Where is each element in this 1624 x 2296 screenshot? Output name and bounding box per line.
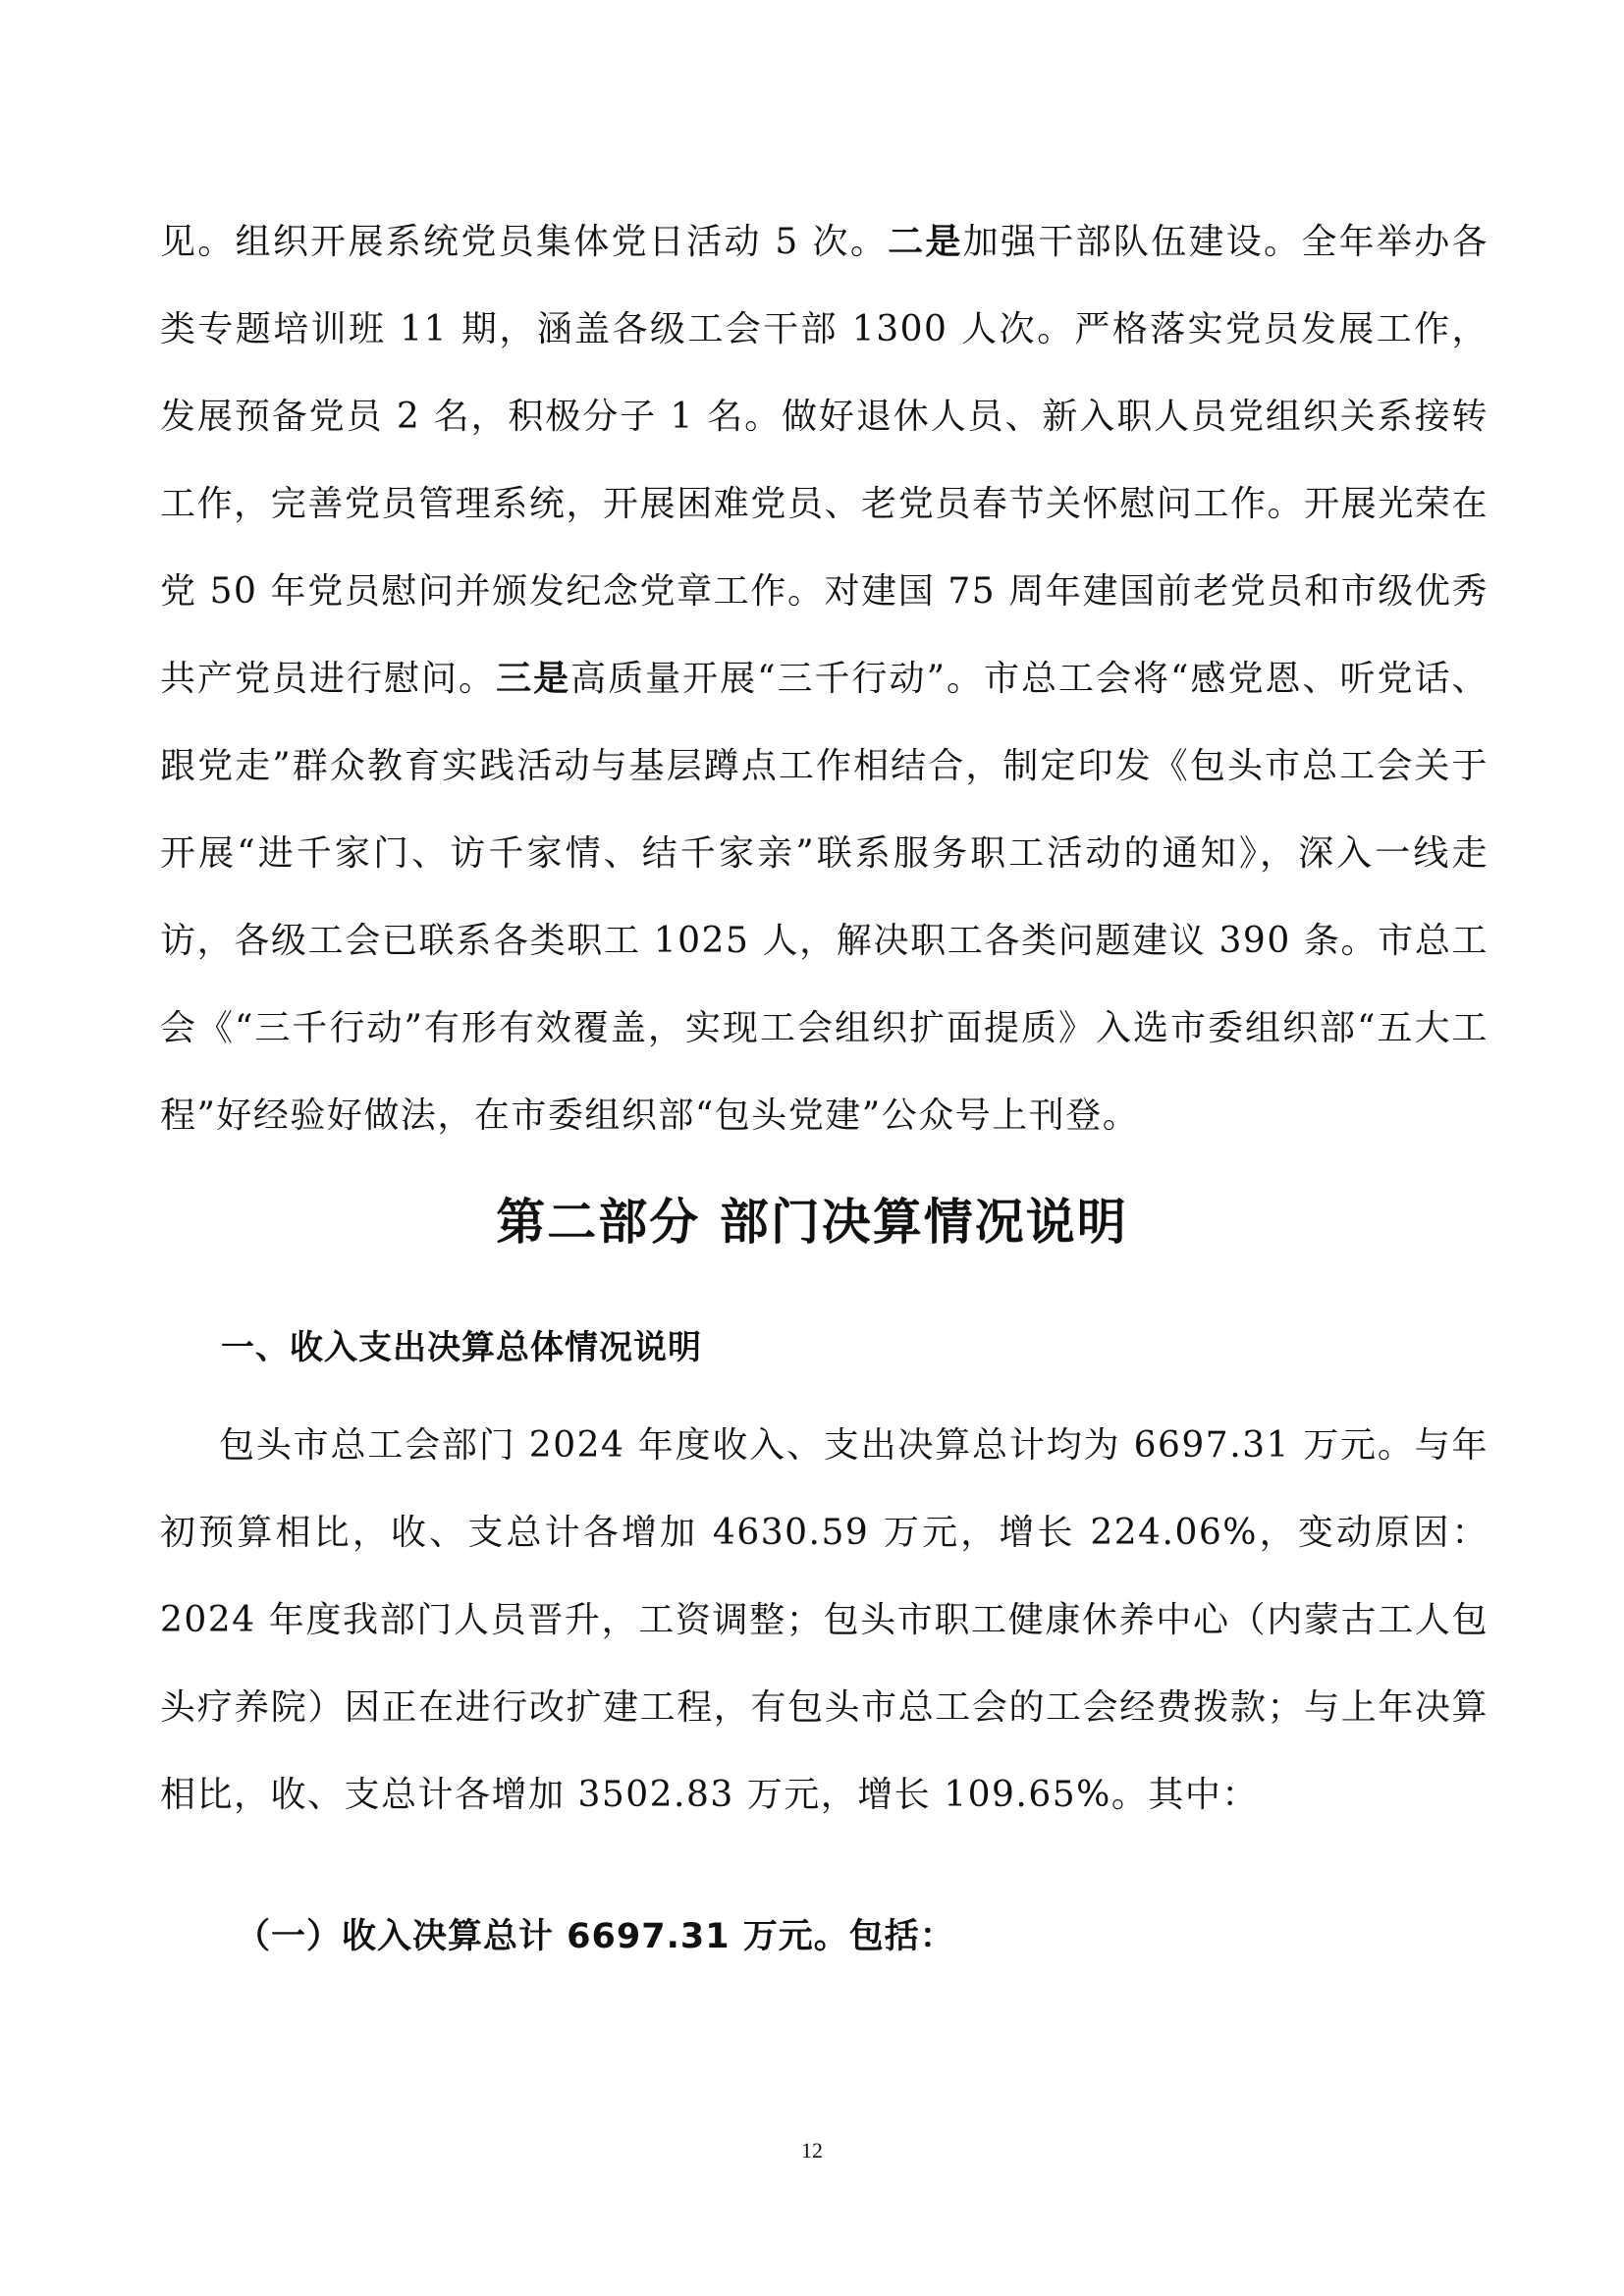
sub-heading-income-total: （一）收入决算总计 6697.31 万元。包括： bbox=[236, 1917, 955, 1956]
section-title: 第二部分 部门决算情况说明 bbox=[496, 1194, 1128, 1251]
sub-heading-overview: 一、收入支出决算总体情况说明 bbox=[221, 1328, 702, 1367]
paragraph-text-segment: 高质量开展“三千行动”。市总工会将“感党恩、听党话、跟党走”群众教育实践活动与基层蹲点工作相结合，制定印发《包头市总工会关于开展“进千家门、访千家情、结千家亲”联系服务职工活动的通知》，深入一线走访，各级工会已联系各类职工 1025 人，解决职工各类问题建议 390 条。市总工会《“三千行动”有形有效覆盖，实现工会组织扩面提质》入选市委组织部“五大工程”好经验好做法，在市委组织部“包头党建”公众号上刊登。 bbox=[160, 659, 1489, 1136]
body-paragraph-budget-overview: 包头市总工会部门 2024 年度收入、支出决算总计均为 6697.31 万元。与年初预算相比，收、支总计各增加 4630.59 万元，增长 224.06%，变动原因：2024 年度我部门人员晋升，工资调整；包头市职工健康休养中心（内蒙古工人包头疗养院）因正在进行改扩建工程，有包头市总工会的工会经费拨款；与上年决算相比，收、支总计各增加 3502.83 万元，增长 109.65%。其中： bbox=[160, 1425, 1489, 1815]
body-paragraph-party-building bbox=[160, 198, 1489, 1159]
page-number: 12 bbox=[801, 2138, 823, 2163]
paragraph-text-segment: 见。组织开展系统党员集体党日活动 5 次。 bbox=[160, 222, 889, 262]
emphasis-label-third: 三是 bbox=[496, 658, 571, 699]
emphasis-label-second: 二是 bbox=[888, 221, 963, 262]
paragraph-text-segment: 加强干部队伍建设。全年举办各类专题培训班 11 期，涵盖各级工会干部 1300 人次。严格落实党员发展工作，发展预备党员 2 名，积极分子 1 名。做好退休人员、新入职人员党组织关系接转工作，完善党员管理系统，开展困难党员、老党员春节关怀慰问工作。开展光荣在党 50 年党员慰问并颁发纪念党章工作。对建国 75 周年建国前老党员和市级优秀共产党员进行慰问。 bbox=[160, 222, 1489, 699]
